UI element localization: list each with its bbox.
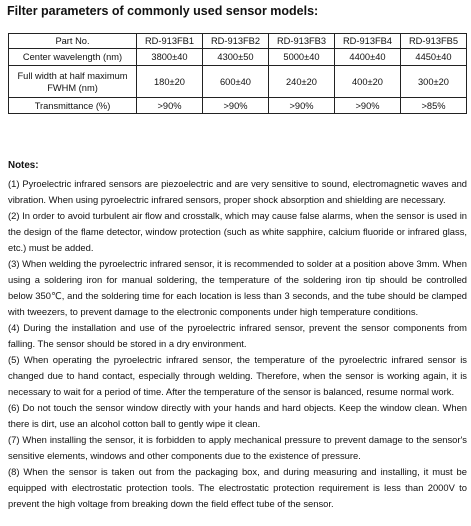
- table-cell: >90%: [335, 98, 401, 114]
- header-cell-part-no: Part No.: [9, 34, 137, 49]
- table-cell: 180±20: [137, 66, 203, 98]
- table-header-row: [9, 34, 467, 49]
- note-item: (4) During the installation and use of the pyroelectric infrared sensor, prevent the sensor components from falling. The sensor should be stored in a dry environment.: [8, 322, 467, 349]
- filter-parameters-table: [8, 33, 467, 114]
- section-heading: Filter parameters of commonly used sensor models:: [7, 4, 319, 18]
- table-cell: >85%: [401, 98, 467, 114]
- table-row-center-wavelength: [9, 49, 467, 66]
- header-cell-model: RD-913FB2: [203, 34, 269, 49]
- note-item: (6) Do not touch the sensor window directly with your hands and hard objects. Keep the window clean. When there is dirt, use an alcohol cotton ball to gently wipe it clean.: [8, 402, 467, 429]
- table-cell: >90%: [137, 98, 203, 114]
- note-item: (7) When installing the sensor, it is forbidden to apply mechanical pressure to prevent damage to the sensor's sensitive elements, windows and other components due to the existence of pressure.: [8, 434, 467, 461]
- table-cell: 400±20: [335, 66, 401, 98]
- row-label: Center wavelength (nm): [9, 49, 137, 66]
- table-cell: 4400±40: [335, 49, 401, 66]
- table-cell: 5000±40: [269, 49, 335, 66]
- table-cell: >90%: [269, 98, 335, 114]
- note-item: (8) When the sensor is taken out from the packaging box, and during measuring and installing, it must be equipped with electrostatic protection tools. The electrostatic protection requirement is less than 2000V to prevent the high voltage from breaking down the field effect tube of the sensor.: [8, 466, 467, 509]
- table-cell: 4450±40: [401, 49, 467, 66]
- table-row-transmittance: [9, 98, 467, 114]
- table-cell: >90%: [203, 98, 269, 114]
- table-cell: 300±20: [401, 66, 467, 98]
- header-cell-model: RD-913FB3: [269, 34, 335, 49]
- header-cell-model: RD-913FB5: [401, 34, 467, 49]
- table-cell: 240±20: [269, 66, 335, 98]
- note-item: (3) When welding the pyroelectric infrared sensor, it is recommended to solder at a position above 3mm. When using a soldering iron for manual soldering, the temperature of the soldering iron tip should be controlled below 350℃, and the soldering time for each location is less than 3 seconds, and the tube should be clamped with tweezers, to prevent damage to the electronic components under high temperature conditions.: [8, 258, 467, 317]
- table-cell: 3800±40: [137, 49, 203, 66]
- row-label: Full width at half maximum FWHM (nm): [9, 66, 137, 98]
- row-label: Transmittance (%): [9, 98, 137, 114]
- notes-section: [8, 158, 467, 512]
- header-cell-model: RD-913FB1: [137, 34, 203, 49]
- header-cell-model: RD-913FB4: [335, 34, 401, 49]
- table-row-fwhm: [9, 66, 467, 98]
- table-cell: 600±40: [203, 66, 269, 98]
- note-item: (2) In order to avoid turbulent air flow and crosstalk, which may cause false alarms, when the sensor is used in the design of the flame detector, window protection (such as white sapphire, calcium fluoride or infrared glass, etc.) must be added.: [8, 210, 467, 253]
- notes-title: Notes:: [8, 160, 39, 171]
- note-item: (1) Pyroelectric infrared sensors are piezoelectric and are very sensitive to sound, electromagnetic waves and vibration. When using pyroelectric infrared sensors, proper shock absorption and shielding are necessary.: [8, 178, 467, 205]
- note-item: (5) When operating the pyroelectric infrared sensor, the temperature of the pyroelectric infrared sensor is changed due to hand contact, especially through welding. Therefore, when the sensor is working again, it is necessary to wait for a period of time. After the temperature of the sensor is balanced, resume normal work.: [8, 354, 467, 397]
- table-cell: 4300±50: [203, 49, 269, 66]
